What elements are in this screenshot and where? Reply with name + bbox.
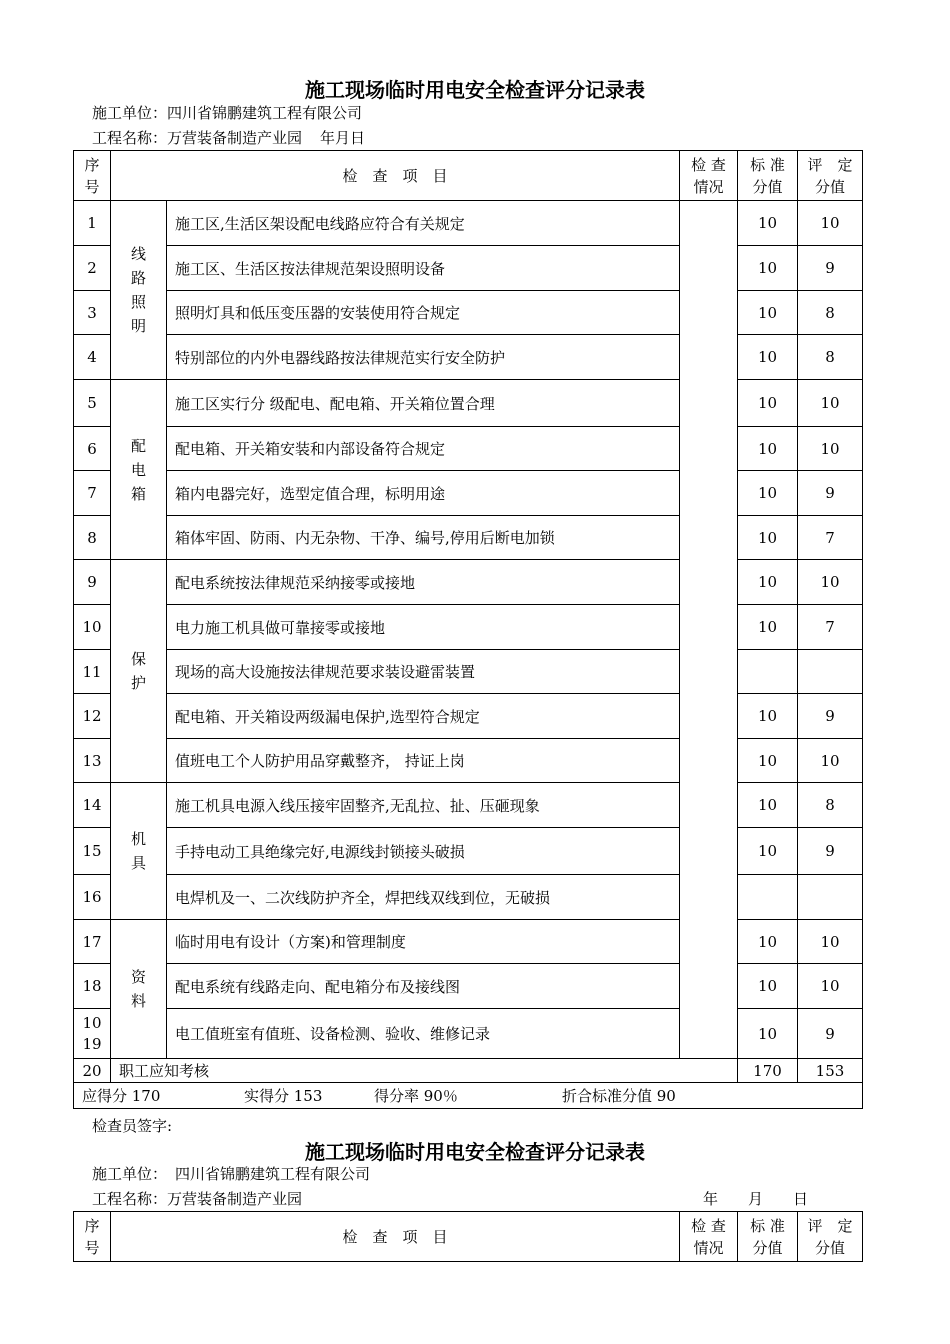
summary-row — [74, 1083, 863, 1109]
header-seq: 序 号 — [74, 1212, 111, 1262]
row-item: 电力施工机具做可靠接零或接地 — [167, 605, 680, 650]
row-no: 10 19 — [74, 1009, 111, 1059]
form1-project-line — [92, 127, 365, 148]
table-row — [74, 246, 863, 291]
row-item: 特别部位的内外电器线路按法律规范实行安全防护 — [167, 335, 680, 380]
row-no: 20 — [74, 1059, 111, 1083]
project-label: 工程名称： — [92, 129, 168, 147]
row-no: 15 — [74, 828, 111, 875]
row-no: 10 — [74, 605, 111, 650]
table-row — [74, 828, 863, 875]
row-item: 职工应知考核 — [111, 1059, 738, 1083]
row-std: 10 — [738, 920, 798, 964]
form2-score-table — [73, 1211, 863, 1262]
unit-value: 四川省锦鹏建筑工程有限公司 — [167, 104, 363, 122]
table-row — [74, 201, 863, 246]
row-score: 10 — [798, 380, 863, 427]
row-score: 7 — [798, 605, 863, 650]
project-value: 万营装备制造产业园 — [167, 129, 303, 147]
row-score: 10 — [798, 201, 863, 246]
row-item: 施工区,生活区架设配电线路应符合有关规定 — [167, 201, 680, 246]
date-text: 年月日 — [320, 129, 366, 147]
summary-due: 应得分 170 — [82, 1087, 161, 1105]
project-value: 万营装备制造产业园 — [167, 1190, 303, 1208]
header-status: 检 查 情况 — [680, 1212, 738, 1262]
unit-label: 施工单位： — [92, 1165, 168, 1183]
row-no: 5 — [74, 380, 111, 427]
row-item: 电工值班室有值班、设备检测、验收、维修记录 — [167, 1009, 680, 1059]
row-score: 9 — [798, 471, 863, 516]
row-std: 10 — [738, 471, 798, 516]
table-row — [74, 739, 863, 783]
row-no: 6 — [74, 427, 111, 471]
category-equipment: 机 具 — [111, 783, 167, 920]
row-item: 施工机具电源入线压接牢固整齐,无乱拉、扯、压砸现象 — [167, 783, 680, 828]
table-row — [74, 694, 863, 739]
row-item: 照明灯具和低压变压器的安装使用符合规定 — [167, 291, 680, 335]
category-wiring-lighting: 线 路 照 明 — [111, 201, 167, 380]
row-item: 临时用电有设计（方案)和管理制度 — [167, 920, 680, 964]
row-score: 8 — [798, 335, 863, 380]
row-no: 1 — [74, 201, 111, 246]
header-row — [74, 151, 863, 201]
row-std — [738, 875, 798, 920]
row-std: 10 — [738, 694, 798, 739]
header-item: 检 查 项 目 — [111, 1212, 680, 1262]
row-std: 170 — [738, 1059, 798, 1083]
form2-project-line — [92, 1188, 302, 1209]
row-std: 10 — [738, 335, 798, 380]
row-no: 12 — [74, 694, 111, 739]
row-no: 17 — [74, 920, 111, 964]
form2-unit-line — [92, 1163, 370, 1184]
summary-converted: 折合标准分值 90 — [562, 1087, 676, 1105]
row-score: 9 — [798, 694, 863, 739]
row-std: 10 — [738, 783, 798, 828]
table-row — [74, 291, 863, 335]
row-item: 手持电动工具绝缘完好,电源线封锁接头破损 — [167, 828, 680, 875]
row-score: 8 — [798, 783, 863, 828]
row-score: 9 — [798, 828, 863, 875]
table-row — [74, 875, 863, 920]
table-row — [74, 1059, 863, 1083]
row-std: 10 — [738, 246, 798, 291]
header-standard-score: 标 准 分值 — [738, 1212, 798, 1262]
row-std: 10 — [738, 1009, 798, 1059]
row-no: 18 — [74, 964, 111, 1009]
category-protection: 保 护 — [111, 560, 167, 783]
row-score: 10 — [798, 739, 863, 783]
row-std: 10 — [738, 516, 798, 560]
row-std: 10 — [738, 828, 798, 875]
header-row — [74, 1212, 863, 1262]
row-item: 箱内电器完好，选型定值合理，标明用途 — [167, 471, 680, 516]
row-std: 10 — [738, 380, 798, 427]
row-std: 10 — [738, 739, 798, 783]
row-score: 10 — [798, 560, 863, 605]
row-score — [798, 650, 863, 694]
row-score: 8 — [798, 291, 863, 335]
row-std: 10 — [738, 964, 798, 1009]
row-score: 9 — [798, 246, 863, 291]
row-item: 施工区、生活区按法律规范架设照明设备 — [167, 246, 680, 291]
category-documentation: 资 料 — [111, 920, 167, 1059]
form1-score-table — [73, 150, 863, 1109]
row-no: 9 — [74, 560, 111, 605]
table-row — [74, 471, 863, 516]
table-row — [74, 605, 863, 650]
row-std — [738, 650, 798, 694]
table-row — [74, 1009, 863, 1059]
row-item: 现场的高大设施按法律规范要求装设避雷装置 — [167, 650, 680, 694]
row-std: 10 — [738, 201, 798, 246]
row-score: 10 — [798, 427, 863, 471]
row-score — [798, 875, 863, 920]
unit-label: 施工单位： — [92, 104, 168, 122]
form2-title: 施工现场临时用电安全检查评分记录表 — [305, 1140, 645, 1164]
header-seq: 序 号 — [74, 151, 111, 201]
row-item: 配电箱、开关箱安装和内部设备符合规定 — [167, 427, 680, 471]
row-item: 值班电工个人防护用品穿戴整齐， 持证上岗 — [167, 739, 680, 783]
table-row — [74, 964, 863, 1009]
summary-actual: 实得分 153 — [244, 1087, 323, 1105]
row-score: 153 — [798, 1059, 863, 1083]
header-standard-score: 标 准 分值 — [738, 151, 798, 201]
header-item: 检 查 项 目 — [111, 151, 680, 201]
row-item: 电焊机及一、二次线防护齐全，焊把线双线到位，无破损 — [167, 875, 680, 920]
row-no: 16 — [74, 875, 111, 920]
row-no: 13 — [74, 739, 111, 783]
table-row — [74, 783, 863, 828]
form1-title: 施工现场临时用电安全检查评分记录表 — [305, 78, 645, 102]
table-row — [74, 920, 863, 964]
status-column — [680, 201, 738, 1059]
table-row — [74, 335, 863, 380]
row-no: 4 — [74, 335, 111, 380]
row-std: 10 — [738, 560, 798, 605]
row-std: 10 — [738, 291, 798, 335]
row-std: 10 — [738, 427, 798, 471]
form1-unit-line — [92, 102, 362, 123]
row-score: 9 — [798, 1009, 863, 1059]
row-item: 配电系统有线路走向、配电箱分布及接线图 — [167, 964, 680, 1009]
row-score: 10 — [798, 964, 863, 1009]
row-no: 8 — [74, 516, 111, 560]
header-status: 检 查 情况 — [680, 151, 738, 201]
summary-rate: 得分率 90％ — [374, 1087, 458, 1105]
row-no: 7 — [74, 471, 111, 516]
table-row — [74, 380, 863, 427]
row-item: 配电系统按法律规范采纳接零或接地 — [167, 560, 680, 605]
row-no: 3 — [74, 291, 111, 335]
row-item: 施工区实行分 级配电、配电箱、开关箱位置合理 — [167, 380, 680, 427]
summary-cell — [74, 1083, 863, 1109]
row-item: 配电箱、开关箱设两级漏电保护,选型符合规定 — [167, 694, 680, 739]
row-no: 2 — [74, 246, 111, 291]
unit-value: 四川省锦鹏建筑工程有限公司 — [175, 1165, 371, 1183]
header-evaluated-score: 评 定 分值 — [798, 151, 863, 201]
row-no: 14 — [74, 783, 111, 828]
row-item: 箱体牢固、防雨、内无杂物、干净、编号,停用后断电加锁 — [167, 516, 680, 560]
table-row — [74, 560, 863, 605]
table-row — [74, 427, 863, 471]
form2-date: 年 月 日 — [703, 1190, 809, 1208]
row-score: 7 — [798, 516, 863, 560]
category-distribution-box: 配 电 箱 — [111, 380, 167, 560]
table-row — [74, 650, 863, 694]
row-no: 11 — [74, 650, 111, 694]
row-std: 10 — [738, 605, 798, 650]
inspector-signature: 检查员签字: — [92, 1117, 173, 1135]
header-evaluated-score: 评 定 分值 — [798, 1212, 863, 1262]
table-row — [74, 516, 863, 560]
project-label: 工程名称： — [92, 1190, 168, 1208]
row-score: 10 — [798, 920, 863, 964]
